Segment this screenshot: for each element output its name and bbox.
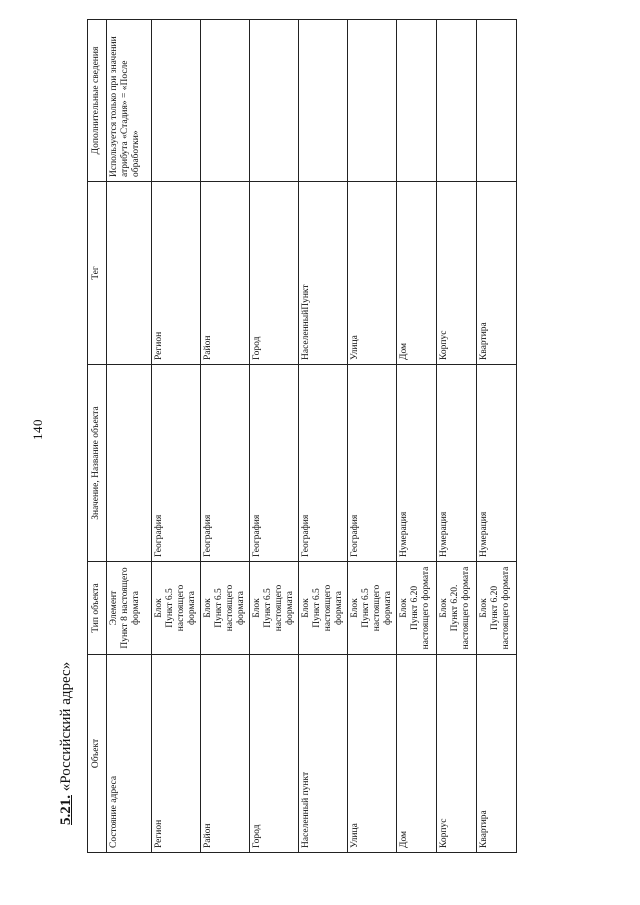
cell-type <box>397 562 437 655</box>
cell-object: Улица <box>348 655 397 853</box>
table-row <box>250 20 299 853</box>
cell-info <box>397 20 437 182</box>
cell-type-line: Пункт 6.5 настоящего <box>263 584 284 632</box>
cell-type-line: Блок <box>399 598 409 618</box>
header-info: Дополнительные сведения <box>88 20 107 182</box>
cell-object: Квартира <box>477 655 517 853</box>
cell-type-line: Блок <box>301 598 311 618</box>
cell-type-line: Пункт 8 настоящего <box>120 567 130 649</box>
cell-tag: Корпус <box>437 182 477 365</box>
cell-type-line: настоящего формата <box>501 566 511 650</box>
cell-type <box>201 562 250 655</box>
table-row <box>152 20 201 853</box>
cell-object: Населенный пункт <box>299 655 348 853</box>
cell-object: Район <box>201 655 250 853</box>
table-row <box>299 20 348 853</box>
address-table <box>87 19 517 853</box>
cell-value: География <box>299 365 348 562</box>
cell-tag: НаселенныйПункт <box>299 182 348 365</box>
cell-tag: Квартира <box>477 182 517 365</box>
cell-object: Город <box>250 655 299 853</box>
cell-object: Дом <box>397 655 437 853</box>
cell-type-line: Пункт 6.5 настоящего <box>312 584 333 632</box>
cell-type <box>437 562 477 655</box>
cell-type-line: настоящего формата <box>461 566 471 650</box>
cell-type-line: формата <box>131 591 141 625</box>
cell-value: Нумерация <box>437 365 477 562</box>
table-row <box>477 20 517 853</box>
table-header-row <box>88 20 107 853</box>
cell-type <box>250 562 299 655</box>
cell-type-line: Блок <box>252 598 262 618</box>
section-number: 5.21. <box>58 795 74 825</box>
cell-type-line: Пункт 6.20 <box>410 585 420 631</box>
cell-type-line: формата <box>236 591 246 625</box>
section-title: «Российский адрес» <box>58 661 74 792</box>
cell-type-line: Блок <box>350 598 360 618</box>
cell-tag <box>107 182 152 365</box>
table-body <box>107 20 517 853</box>
table-row <box>437 20 477 853</box>
cell-info <box>477 20 517 182</box>
cell-type-line: Блок <box>479 598 489 618</box>
cell-value: Нумерация <box>397 365 437 562</box>
cell-type-line: формата <box>334 591 344 625</box>
cell-type <box>348 562 397 655</box>
cell-type-line: настоящего формата <box>421 566 431 650</box>
cell-object: Состояние адреса <box>107 655 152 853</box>
cell-type-line: Пункт 6.5 настоящего <box>214 584 235 632</box>
table-row <box>201 20 250 853</box>
cell-type <box>152 562 201 655</box>
cell-tag: Улица <box>348 182 397 365</box>
cell-info <box>201 20 250 182</box>
cell-value: Нумерация <box>477 365 517 562</box>
cell-type-line: Пункт 6.5 настоящего <box>361 584 382 632</box>
table-row <box>348 20 397 853</box>
header-object: Объект <box>88 655 107 853</box>
header-type: Тип объекта <box>88 562 107 655</box>
section-heading <box>58 662 75 825</box>
cell-tag: Дом <box>397 182 437 365</box>
cell-value: География <box>152 365 201 562</box>
cell-type-line: Блок <box>439 598 449 618</box>
cell-type-line: Пункт 6.20 <box>490 585 500 631</box>
cell-object: Корпус <box>437 655 477 853</box>
table-row <box>397 20 437 853</box>
cell-type-line: Блок <box>154 598 164 618</box>
cell-type <box>107 562 152 655</box>
cell-type-line: формата <box>383 591 393 625</box>
cell-type-line: Пункт 6.5 настоящего <box>165 584 186 632</box>
cell-tag: Регион <box>152 182 201 365</box>
cell-info <box>348 20 397 182</box>
cell-info <box>250 20 299 182</box>
cell-tag: Район <box>201 182 250 365</box>
cell-info <box>299 20 348 182</box>
header-value: Значение, Название объекта <box>88 365 107 562</box>
cell-type <box>299 562 348 655</box>
cell-object: Регион <box>152 655 201 853</box>
cell-type-line: Пункт 6.20. <box>450 584 460 632</box>
cell-type-line: Элемент <box>109 590 119 626</box>
cell-info <box>152 20 201 182</box>
header-tag: Тег <box>88 182 107 365</box>
page-number: 140 <box>30 419 45 440</box>
cell-type <box>477 562 517 655</box>
cell-value: География <box>250 365 299 562</box>
cell-tag: Город <box>250 182 299 365</box>
cell-value <box>107 365 152 562</box>
cell-info: Используется только при значении атрибута «Стадия» = «После обработки» <box>107 20 152 182</box>
cell-info <box>437 20 477 182</box>
cell-type-line: Блок <box>203 598 213 618</box>
cell-value: География <box>348 365 397 562</box>
cell-type-line: формата <box>285 591 295 625</box>
cell-value: География <box>201 365 250 562</box>
table-row <box>107 20 152 853</box>
cell-type-line: формата <box>187 591 197 625</box>
